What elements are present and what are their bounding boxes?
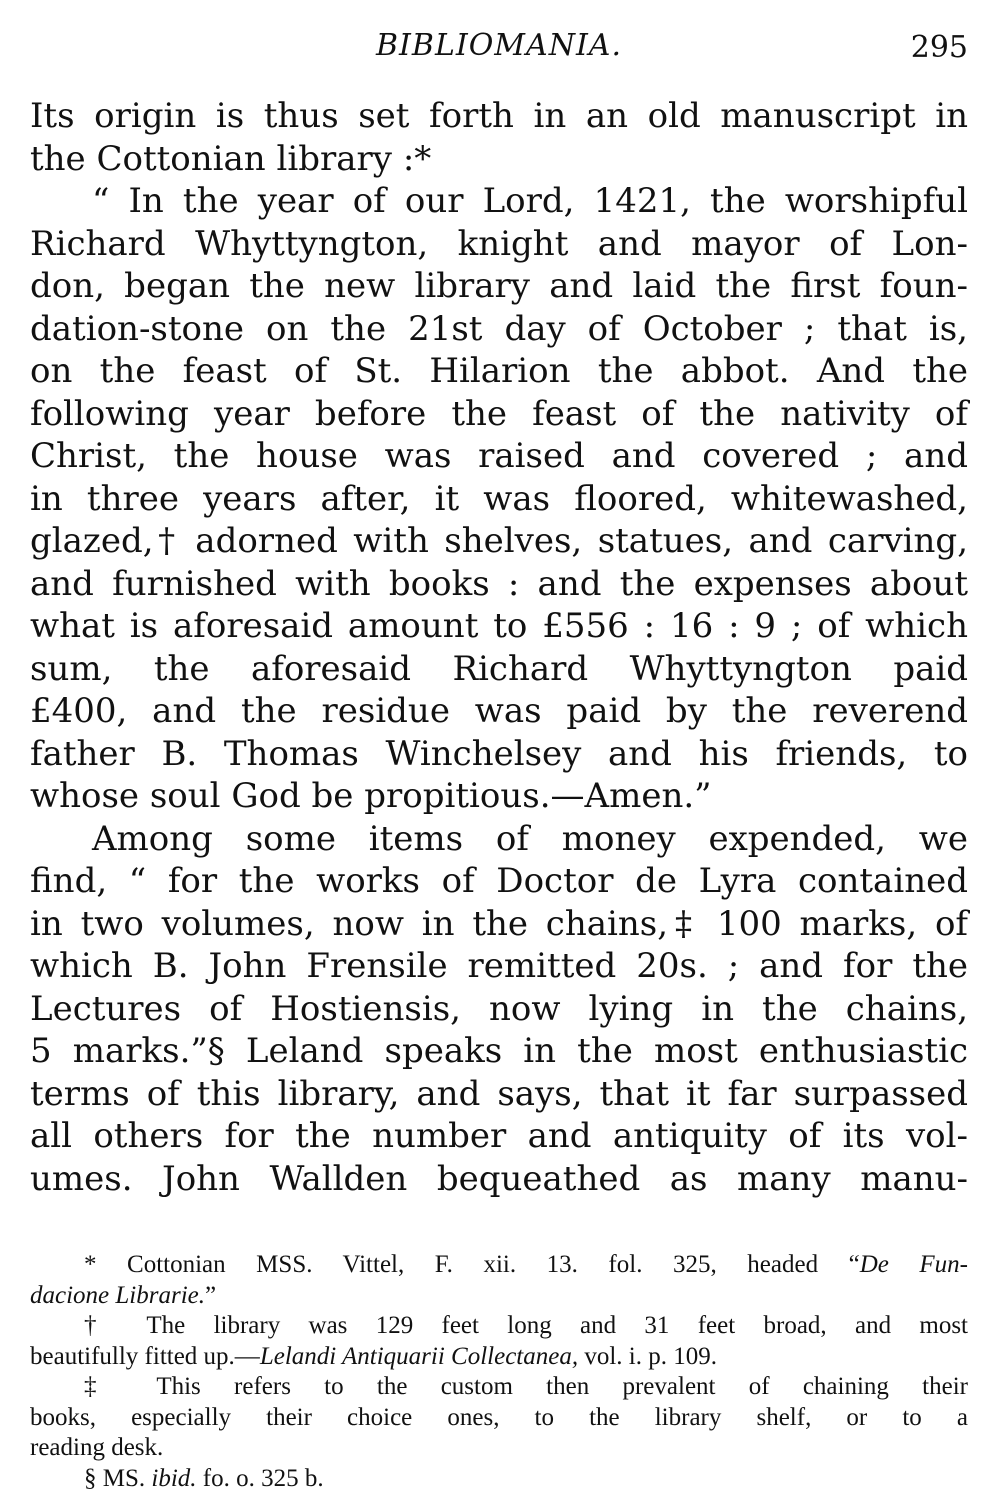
footnote-text: fo. o. 325 b. (196, 1464, 324, 1492)
footnote-title: ibid. (151, 1464, 197, 1492)
text-line: sum, the aforesaid Richard Whyttyngton paid (30, 648, 968, 689)
footnote-text: § MS. (84, 1464, 152, 1492)
text-line: which B. John Frensile remitted 20s. ; and for the (30, 946, 968, 986)
text-line: Richard Whyttyngton, knight and mayor of Lon- (30, 223, 968, 264)
running-head (30, 28, 968, 78)
text-line: £400, and the residue was paid by the reverend (30, 691, 968, 731)
footnote-text: ” (205, 1281, 217, 1309)
text-line: following year before the feast of the nativity of (30, 393, 968, 434)
text-line: and furnished with books : and the expenses about (30, 563, 968, 604)
footnote-double-dagger-line: ‡ This refers to the custom then prevalent of chaining their (84, 1373, 968, 1400)
text-line: umes. John Wallden bequeathed as many manu- (30, 1158, 968, 1199)
footnote-title: De Fun- (859, 1251, 969, 1278)
text-line: the Cottonian library :* (30, 138, 432, 179)
footnote-text: * Cottonian MSS. Vittel, F. xii. 13. fol. 325, headed “ (84, 1251, 860, 1278)
text-line: glazed,† adorned with shelves, statues, and carving, (30, 521, 968, 561)
text-line: in two volumes, now in the chains,‡ 100 marks, of (30, 903, 968, 944)
text-line: all others for the number and antiquity of its vol- (30, 1116, 968, 1156)
text-line: Among some items of money expended, we (92, 818, 968, 859)
text-line: whose soul God be propitious.—Amen.” (30, 776, 712, 816)
text-line: 5 marks.”§ Leland speaks in the most enthusiastic (30, 1031, 968, 1071)
text-line: Christ, the house was raised and covered ; and (30, 436, 968, 476)
footnote-title: dacione Librarie. (30, 1281, 205, 1309)
footnote-dagger-line (30, 1342, 968, 1373)
text-line: find, “ for the works of Doctor de Lyra contained (30, 861, 968, 901)
text-line: on the feast of St. Hilarion the abbot. And the (30, 351, 968, 391)
running-title: BIBLIOMANIA. (376, 28, 622, 63)
footnote-text: vol. i. p. 109. (578, 1342, 717, 1370)
text-line: in three years after, it was floored, whitewashed, (30, 478, 968, 519)
footnote-section-line (30, 1464, 968, 1495)
footnote-star-line (30, 1250, 968, 1281)
text-line: dation-stone on the 21st day of October ; that is, (30, 308, 968, 349)
footnote-text: beautifully fitted up.— (30, 1342, 260, 1370)
footnote-dagger-line: † The library was 129 feet long and 31 feet broad, and most (84, 1312, 968, 1339)
text-line: what is aforesaid amount to £556 : 16 : 9 ; of which (30, 606, 968, 646)
text-line: “ In the year of our Lord, 1421, the worshipful (92, 181, 968, 221)
text-line: don, began the new library and laid the first foun- (30, 266, 968, 306)
footnote-star-line (30, 1281, 968, 1312)
text-line: Its origin is thus set forth in an old manuscript in (30, 96, 968, 136)
text-line: Lectures of Hostiensis, now lying in the chains, (30, 988, 968, 1029)
text-line: father B. Thomas Winchelsey and his friends, to (30, 733, 968, 774)
page-number: 295 (910, 30, 968, 65)
text-line: terms of this library, and says, that it far surpassed (30, 1073, 968, 1114)
footnotes (30, 1250, 968, 1494)
footnote-title: Lelandi Antiquarii Collectanea, (259, 1342, 579, 1370)
footnote-double-dagger-line: reading desk. (30, 1434, 164, 1461)
footnote-double-dagger-line: books, especially their choice ones, to the library shelf, or to a (30, 1403, 968, 1431)
body-text (30, 95, 968, 1200)
